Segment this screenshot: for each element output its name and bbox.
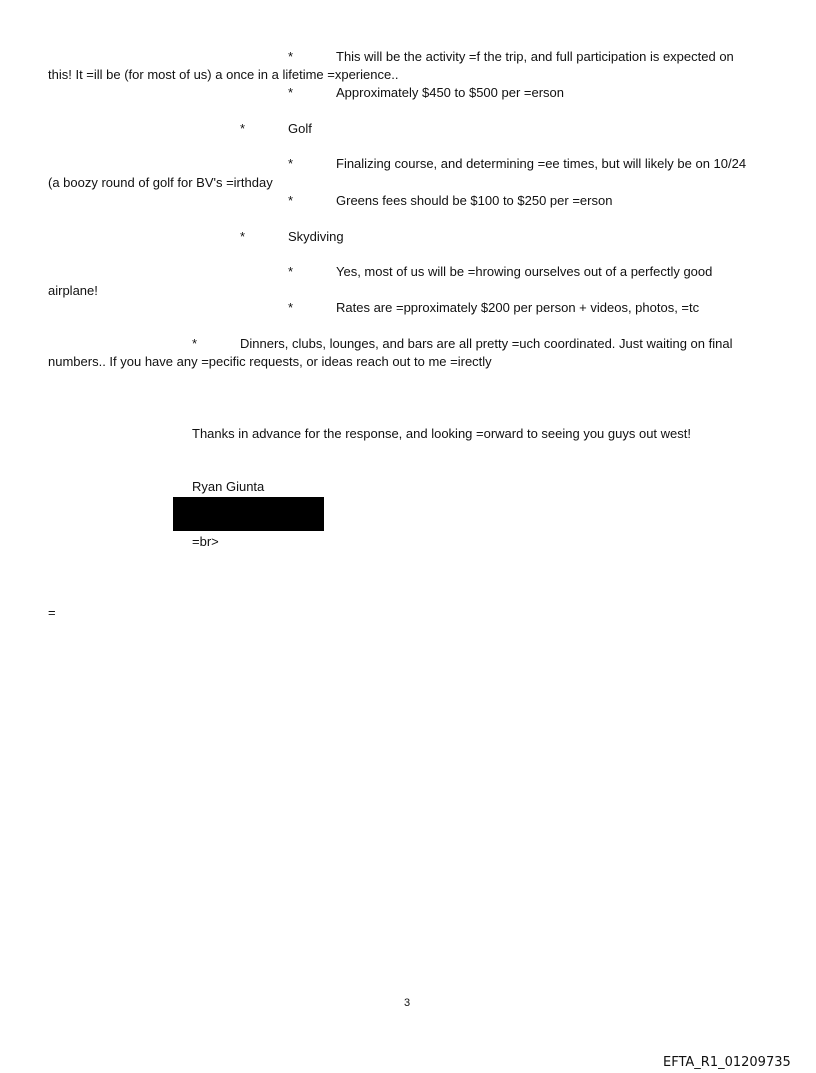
activity-text-line-2: this! It =ill be (for most of us) a once in a lifetime =xperience.. <box>48 67 399 82</box>
dinners-text-line-1: Dinners, clubs, lounges, and bars are all pretty =uch coordinated. Just waiting on final <box>240 336 733 351</box>
bullet-marker: * <box>240 121 246 136</box>
golf-detail-line-1: Finalizing course, and determining =ee times, but will likely be on 10/24 <box>336 156 747 171</box>
skydiving-rates-text: Rates are =pproximately $200 per person + videos, photos, =tc <box>336 300 700 315</box>
bullet-marker: * <box>288 156 294 171</box>
bullet-marker: * <box>288 49 294 64</box>
redaction-block <box>173 497 324 531</box>
document-id: EFTA_R1_01209735 <box>663 1055 791 1070</box>
closing-message: Thanks in advance for the response, and looking =orward to seeing you guys out west! <box>192 426 691 441</box>
skydiving-detail-line-2: airplane! <box>48 283 98 298</box>
dinners-text-line-2: numbers.. If you have any =pecific requests, or ideas reach out to me =irectly <box>48 354 492 369</box>
activity-cost-text: Approximately $450 to $500 per =erson <box>336 85 565 100</box>
bullet-marker: * <box>288 264 294 279</box>
bullet-marker: * <box>288 193 294 208</box>
skydiving-detail-line-1: Yes, most of us will be =hrowing ourselves out of a perfectly good <box>336 264 713 279</box>
activity-text-line-1: This will be the activity =f the trip, and full participation is expected on <box>336 49 734 64</box>
golf-detail-line-2: (a boozy round of golf for BV's =irthday <box>48 175 273 190</box>
bullet-marker: * <box>288 300 294 315</box>
bullet-marker: * <box>192 336 198 351</box>
bullet-marker: * <box>288 85 294 100</box>
skydiving-heading: Skydiving <box>288 229 344 244</box>
br-artifact-text: =br> <box>192 534 219 549</box>
golf-fees-text: Greens fees should be $100 to $250 per =erson <box>336 193 613 208</box>
page-number: 3 <box>404 997 411 1009</box>
bullet-marker: * <box>240 229 246 244</box>
signature-name: Ryan Giunta <box>192 479 265 494</box>
trailing-equals: = <box>48 605 56 620</box>
golf-heading: Golf <box>288 121 312 136</box>
